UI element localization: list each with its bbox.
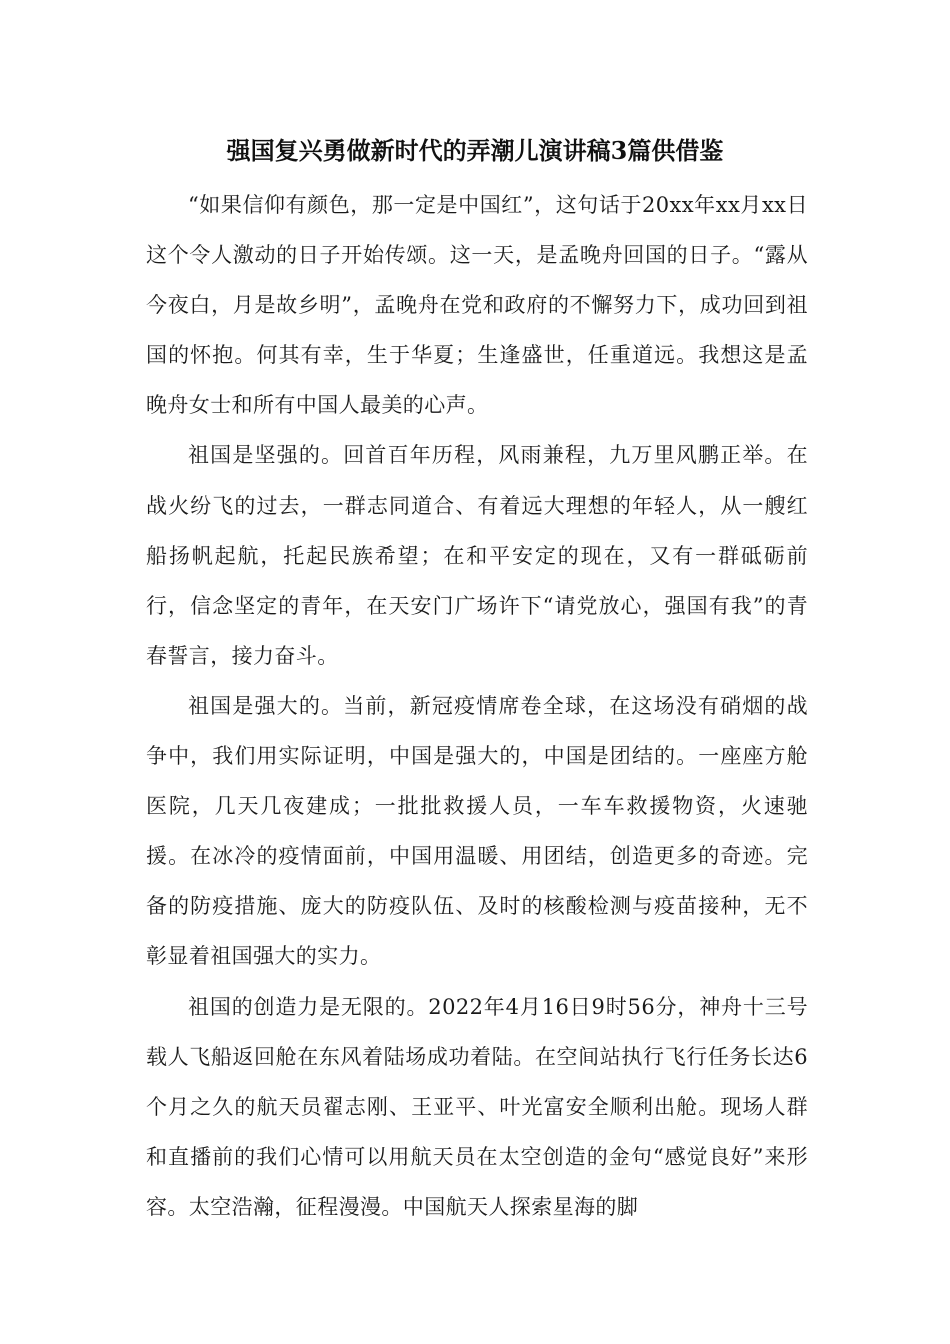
paragraph-strong: 祖国是强大的。当前，新冠疫情席卷全球，在这场没有硝烟的战争中，我们用实际证明，中国是强大的，中国是团结的。一座座方舱医院，几天几夜建成；一批批救援人员，一车车救援物资，火速驰援。在冰冷的疫情面前，中国用温暖、用团结，创造更多的奇迹。完备的防疫措施、庞大的防疫队伍、及时的核酸检测与疫苗接种，无不彰显着祖国强大的实力。 xyxy=(146,693,808,969)
document-body xyxy=(146,180,808,1232)
document-title: 强国复兴勇做新时代的弄潮儿演讲稿3篇供借鉴 xyxy=(226,136,724,165)
paragraph-resilient: 祖国是坚强的。回首百年历程，风雨兼程，九万里风鹏正举。在战火纷飞的过去，一群志同道合、有着远大理想的年轻人，从一艘红船扬帆起航，托起民族希望；在和平安定的现在，又有一群砥砺前行，信念坚定的青年，在天安门广场许下“请党放心，强国有我”的青春誓言，接力奋斗。 xyxy=(146,443,808,668)
paragraph-intro: “如果信仰有颜色，那一定是中国红”，这句话于20xx年xx月xx日这个令人激动的日子开始传颂。这一天，是孟晚舟回国的日子。“露从今夜白，月是故乡明”，孟晚舟在党和政府的不懈努力下，成功回到祖国的怀抱。何其有幸，生于华夏；生逢盛世，任重道远。我想这是孟晚舟女士和所有中国人最美的心声。 xyxy=(146,193,808,418)
paragraph-creativity: 祖国的创造力是无限的。2022年4月16日9时56分，神舟十三号载人飞船返回舱在东风着陆场成功着陆。在空间站执行飞行任务长达6个月之久的航天员翟志刚、王亚平、叶光富安全顺利出舱。现场人群和直播前的我们心情可以用航天员在太空创造的金句“感觉良好”来形容。太空浩瀚，征程漫漫。中国航天人探索星海的脚 xyxy=(146,994,808,1219)
